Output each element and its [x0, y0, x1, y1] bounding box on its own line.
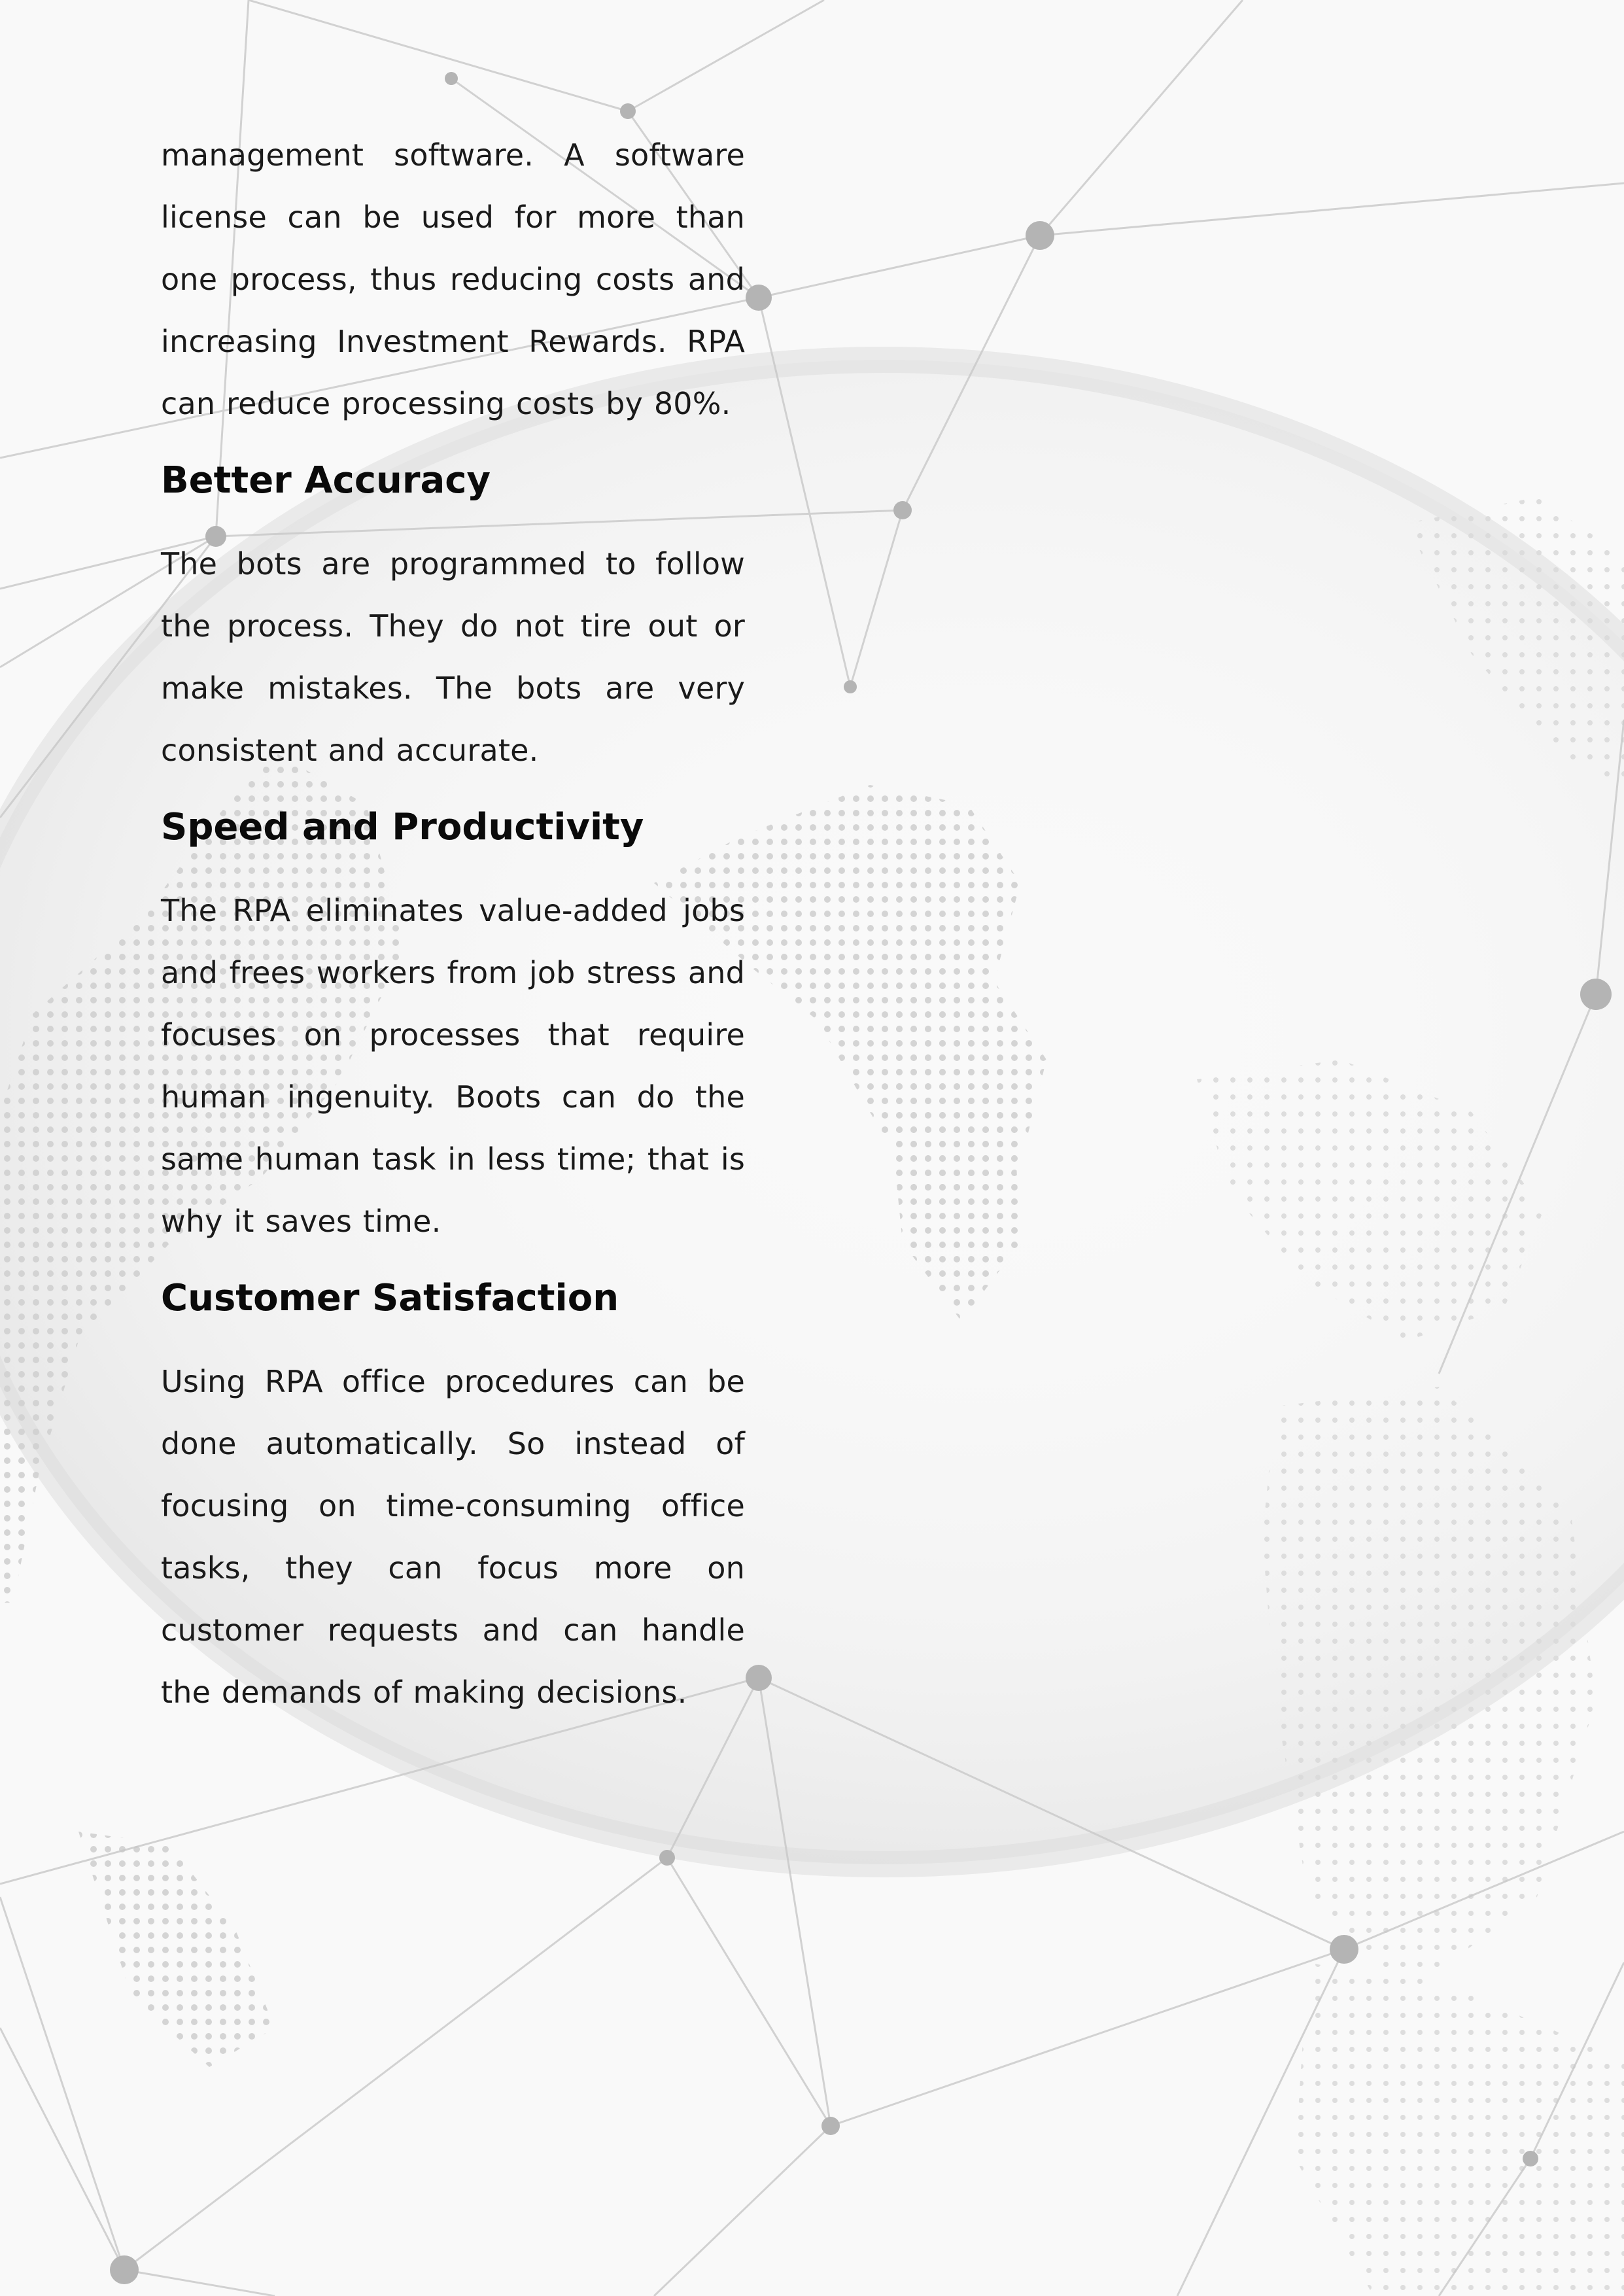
paragraph-better-accuracy: The bots are programmed to follow the process. They do not tire out or make mistakes. The bots are very consistent and accurate. [161, 546, 745, 768]
paragraph-software-license: management software. A software license can be used for more than one process, thus reducing costs and increasing Investment Rewards. RPA can reduce processing costs by 80%. [161, 137, 745, 421]
heading-speed-productivity: Speed and Productivity [161, 806, 644, 848]
paragraph-customer-satisfaction: Using RPA office procedures can be done automatically. So instead of focusing on time-consuming office tasks, they can focus more on customer requests and can handle the demands of making decisions. [161, 1364, 745, 1710]
heading-better-accuracy: Better Accuracy [161, 459, 491, 502]
paragraph-speed-productivity: The RPA eliminates value-added jobs and frees workers from job stress and focuses on processes that require human ingenuity. Boots can do the same human task in less time; that is why it saves time. [161, 893, 745, 1239]
heading-customer-satisfaction: Customer Satisfaction [161, 1277, 619, 1319]
main-text-column [161, 124, 745, 1724]
